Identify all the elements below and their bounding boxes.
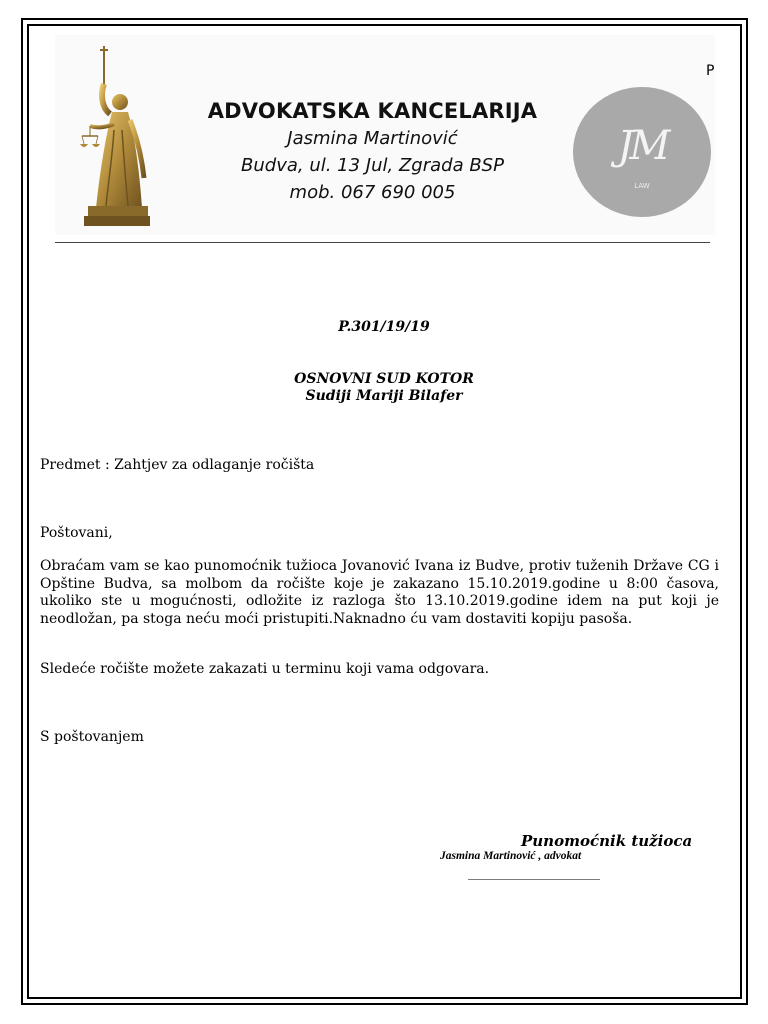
firm-name: ADVOKATSKA KANCELARIJA: [207, 99, 538, 123]
page-mark: P: [706, 63, 715, 79]
signature-title: Punomoćnik tužioca: [521, 832, 693, 850]
lawyer-name: Jasmina Martinović: [287, 128, 458, 149]
lady-justice-statue-icon: [70, 40, 160, 230]
letter-greeting: Poštovani,: [40, 525, 113, 541]
letter-body: Obraćam vam se kao punomoćnik tužioca Jovanović Ivana iz Budve, protiv tuženih Države CG i Opštine Budva, sa molbom da ročište koje je zakazano 15.10.2019.godine u 8:00 časova, ukoliko ste u mogućnosti, odložite iz razloga što 13.10.2019.godine idem na put koji je neodložan, pa stoga neću moći pristupiti.Naknadno ću vam dostaviti kopiju pasoša.: [40, 558, 719, 627]
firm-phone: mob. 067 690 005: [289, 182, 456, 203]
case-number: P.301/19/19: [338, 319, 430, 335]
letter-next-hearing: Sledeće ročište možete zakazati u terminu koji vama odgovara.: [40, 661, 490, 677]
logo-subtitle: LAW: [634, 182, 650, 190]
letterhead-firm-block: [200, 97, 545, 206]
judge-name: Sudiji Mariji Bilafer: [305, 388, 463, 404]
signature-name: Jasmina Martinović , advokat: [440, 850, 582, 862]
firm-address: Budva, ul. 13 Jul, Zgrada BSP: [241, 155, 504, 176]
letter-closing: S poštovanjem: [40, 729, 144, 745]
letter-subject: Predmet : Zahtjev za odlaganje ročišta: [40, 457, 315, 473]
signature-line: ________________________: [468, 869, 600, 881]
court-name: OSNOVNI SUD KOTOR: [294, 371, 474, 387]
header-divider: [55, 242, 710, 243]
logo-monogram: JM: [617, 123, 667, 169]
jm-law-logo: [573, 87, 711, 217]
